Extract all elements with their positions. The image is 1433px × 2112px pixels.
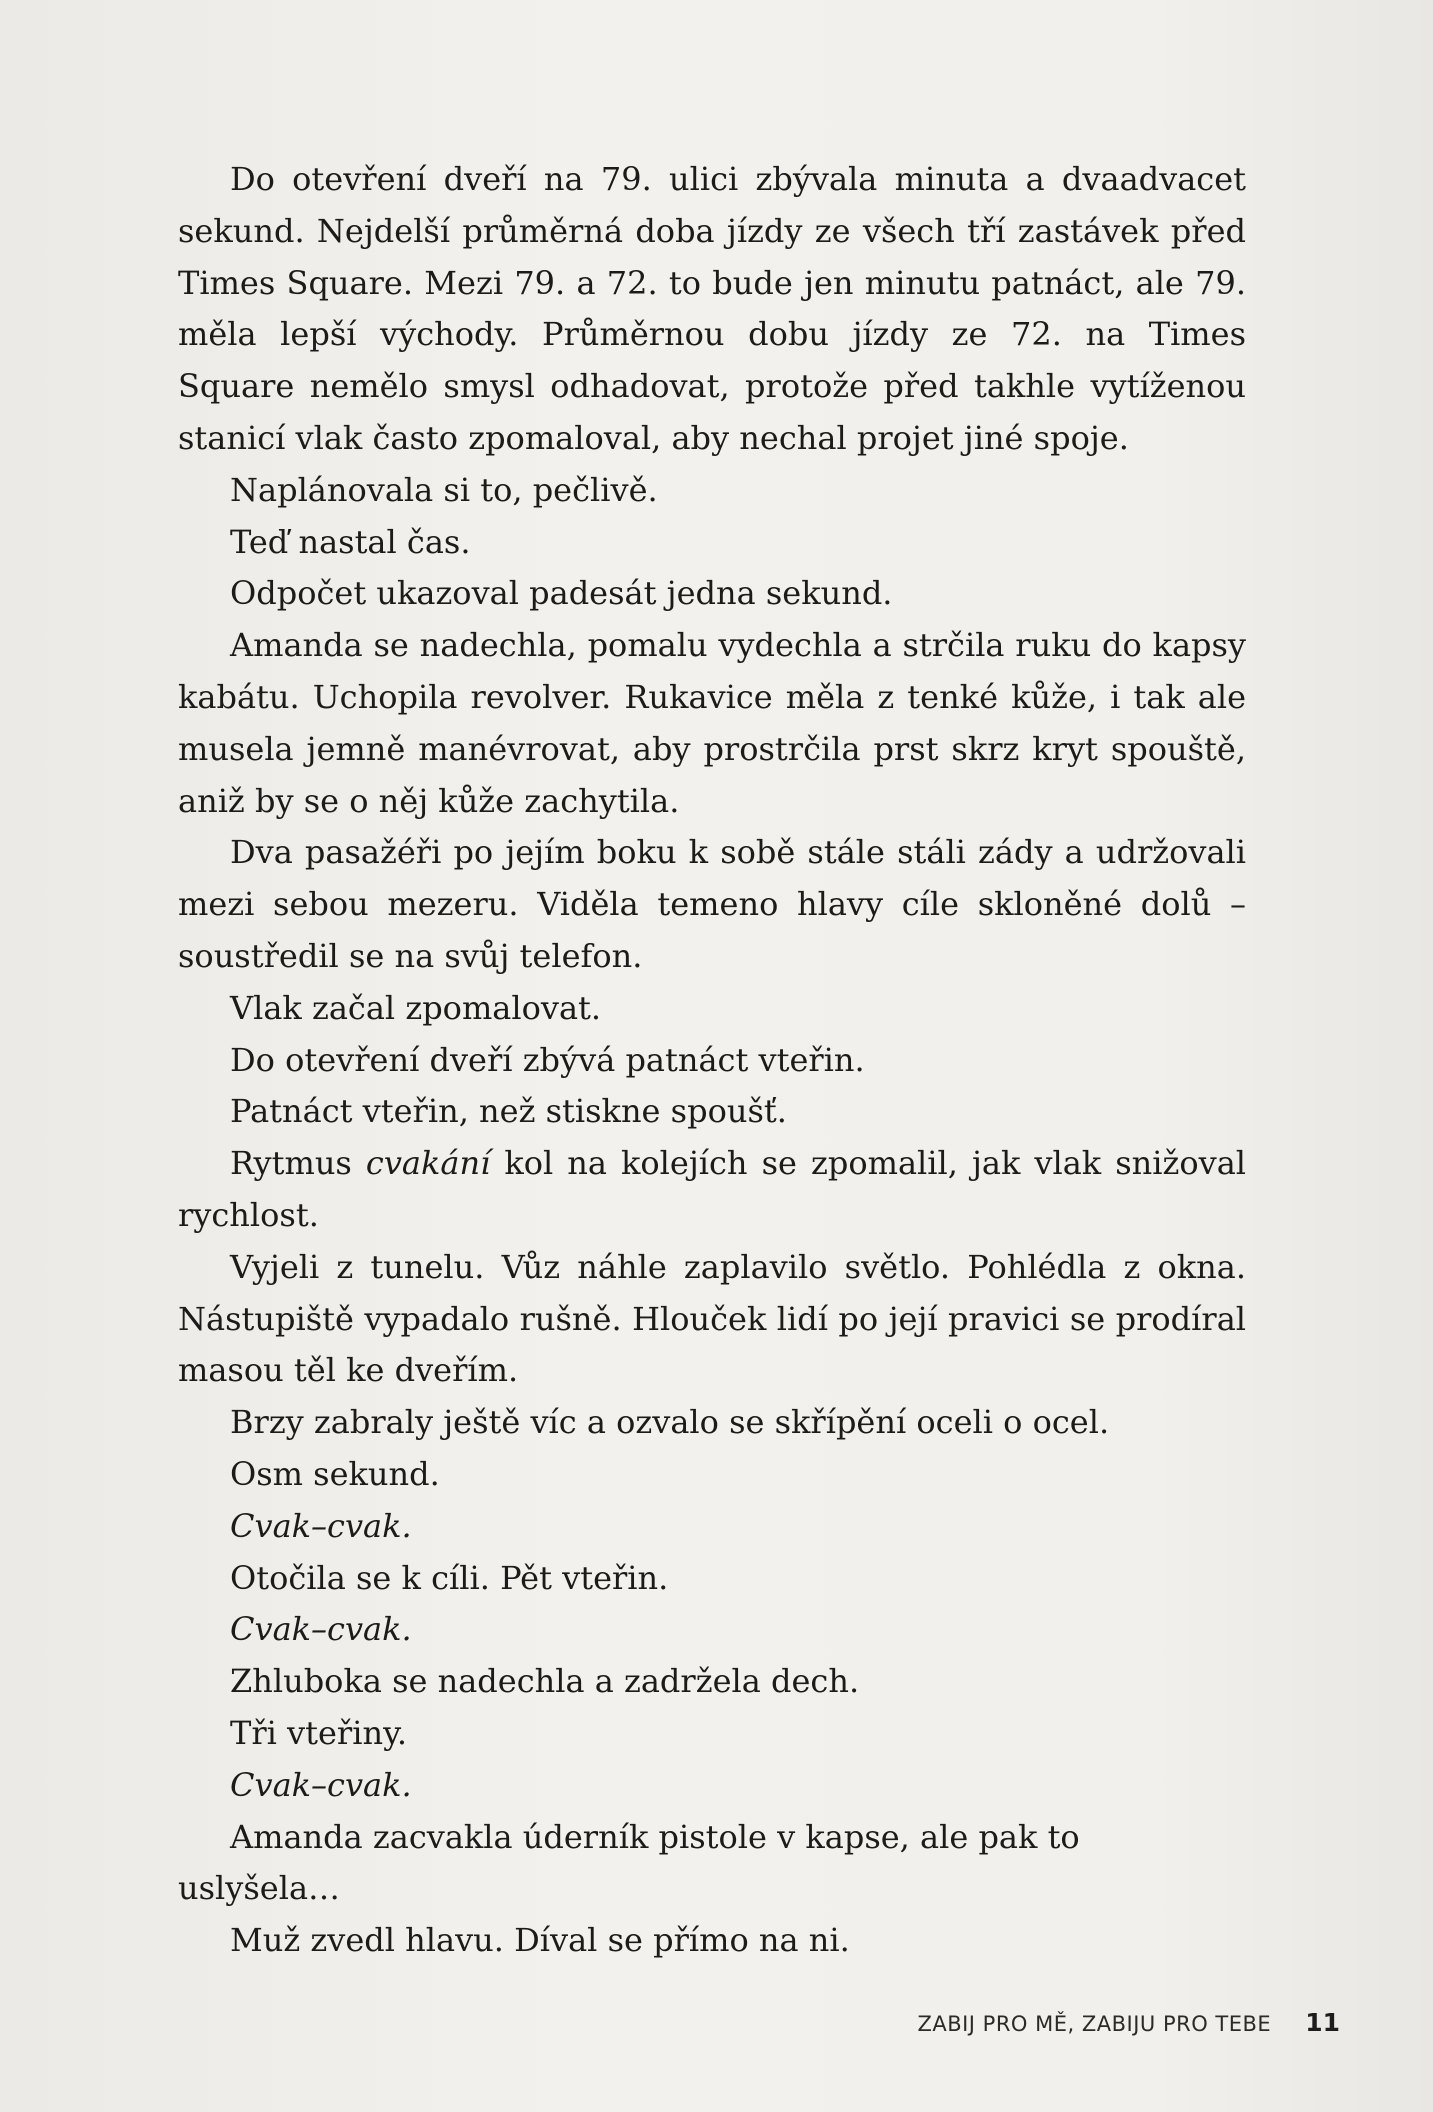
paragraph-1: Do otevření dveří na 79. ulici zbývala minuta a dvaadvacet sekund. Nejdelší průměrná doba jízdy ze všech tří zastávek před Times Square. Mezi 79. a 72. to bude jen minutu patnáct, ale 79. měla lepší východy. Průměrnou dobu jízdy ze 72. na Times Square nemělo smysl odhadovat, protože před takhle vytíženou stanicí vlak často zpomaloval, aby nechal projet jiné spoje. <box>178 160 1246 457</box>
paragraph-14: Cvak–cvak. <box>230 1506 412 1545</box>
paragraph-17: Zhluboka se nadechla a zadržela dech. <box>230 1662 860 1701</box>
paragraph-18: Tři vteřiny. <box>230 1713 408 1752</box>
paragraph-10-end: kol na kolejích se zpomalil, jak vlak snižoval rychlost. <box>178 1144 1247 1234</box>
paragraph-12: Brzy zabraly ještě víc a ozvalo se skřípění oceli o ocel. <box>230 1403 1110 1442</box>
paragraph-7: Vlak začal zpomalovat. <box>230 988 602 1027</box>
page-footer <box>917 2008 1340 2037</box>
paragraph-11: Vyjeli z tunelu. Vůz náhle zaplavilo světlo. Pohlédla z okna. Nástupiště vypadalo rušně. Hlouček lidí po její pravici se prodíral masou těl ke dveřím. <box>178 1247 1246 1390</box>
paragraph-10 <box>178 1138 1246 1242</box>
paragraph-19: Cvak–cvak. <box>230 1765 412 1804</box>
paragraph-8: Do otevření dveří zbývá patnáct vteřin. <box>230 1040 865 1079</box>
paragraph-20: Amanda zacvakla úderník pistole v kapse, ale pak to uslyšela… <box>178 1817 1080 1908</box>
body-text <box>178 154 1246 1967</box>
paragraph-16: Cvak–cvak. <box>230 1610 412 1649</box>
paragraph-6: Dva pasažéři po jejím boku k sobě stále stáli zády a udržovali mezi sebou mezeru. Viděla temeno hlavy cíle skloněné dolů – soustředil se na svůj telefon. <box>178 833 1246 975</box>
paragraph-21: Muž zvedl hlavu. Díval se přímo na ni. <box>230 1921 850 1960</box>
paragraph-9: Patnáct vteřin, než stiskne spoušť. <box>230 1092 787 1131</box>
page-number: 11 <box>1305 2008 1340 2037</box>
paragraph-5: Amanda se nadechla, pomalu vydechla a strčila ruku do kapsy kabátu. Uchopila revolver. Rukavice měla z tenké kůže, i tak ale musela jemně manévrovat, aby prostrčila prst skrz kryt spouště, aniž by se o něj kůže zachytila. <box>178 626 1246 820</box>
paragraph-4: Odpočet ukazoval padesát jedna sekund. <box>230 574 893 613</box>
paragraph-3: Teď nastal čas. <box>230 522 471 561</box>
paragraph-2: Naplánovala si to, pečlivě. <box>230 470 658 509</box>
paragraph-13: Osm sekund. <box>230 1454 440 1493</box>
paragraph-15: Otočila se k cíli. Pět vteřin. <box>230 1558 669 1597</box>
paragraph-10-start: Rytmus <box>230 1144 366 1183</box>
paragraph-10-italic: cvakání <box>365 1144 491 1183</box>
running-title: ZABIJ PRO MĚ, ZABIJU PRO TEBE <box>917 2012 1272 2036</box>
